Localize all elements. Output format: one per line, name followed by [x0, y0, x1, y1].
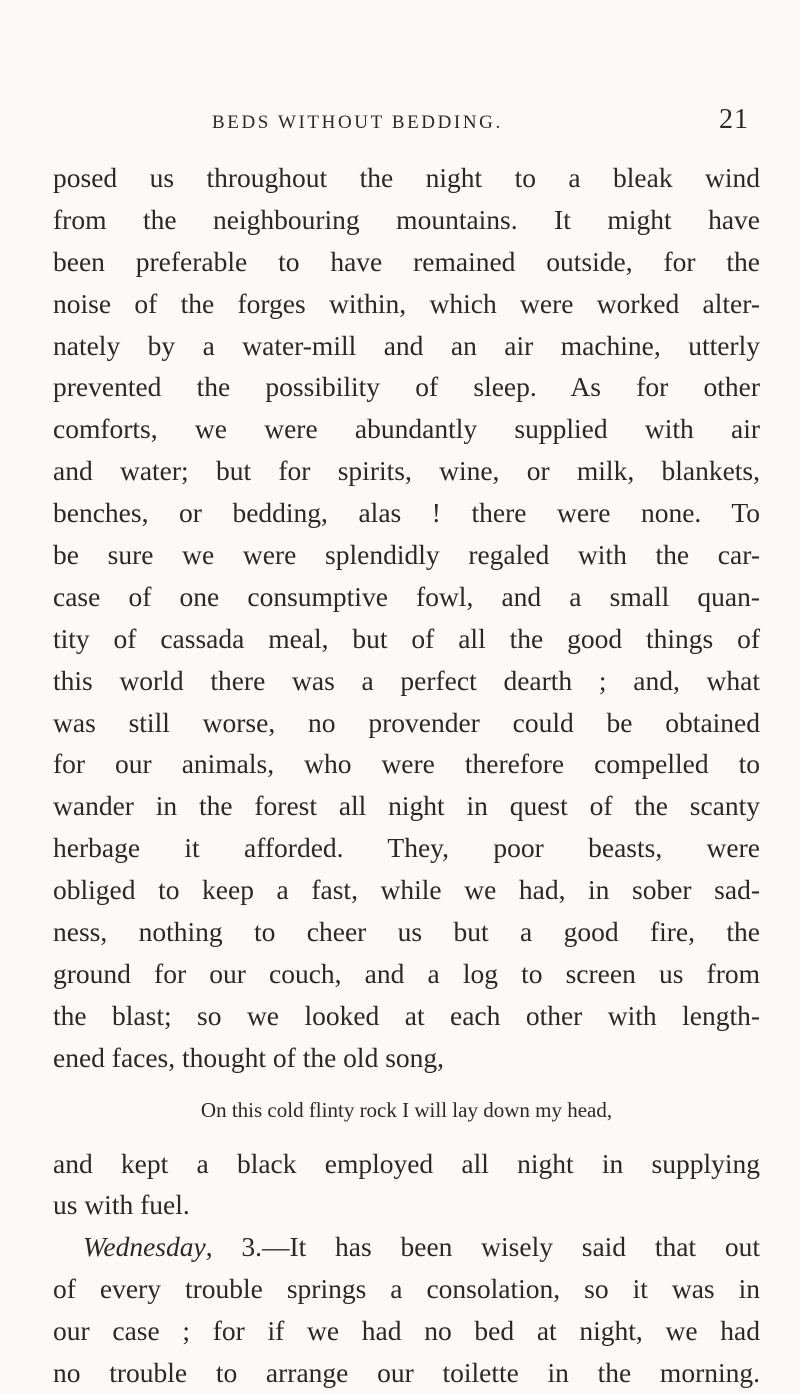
text-line: and water; but for spirits, wine, or milk, blankets, — [53, 455, 760, 487]
text-line: ground for our couch, and a log to screen us from — [53, 957, 760, 989]
text-line: was still worse, no provender could be obtained — [53, 706, 760, 738]
running-head — [0, 104, 800, 142]
page-number: 21 — [719, 104, 749, 135]
text-line: benches, or bedding, alas ! there were none. To — [53, 497, 760, 529]
entry-text: , 3.—It has been wisely said that out — [205, 1231, 760, 1263]
text-line: ness, nothing to cheer us but a good fire, the — [53, 916, 760, 948]
body-text — [53, 157, 760, 1394]
entry-day: Wednesday — [83, 1231, 206, 1263]
text-line: us with fuel. — [53, 1189, 190, 1221]
text-line: our case ; for if we had no bed at night, we had — [53, 1315, 760, 1347]
text-line: for our animals, who were therefore compelled to — [53, 748, 760, 780]
text-line: tity of cassada meal, but of all the good things of — [53, 622, 760, 654]
text-line: prevented the possibility of sleep. As for other — [53, 371, 760, 403]
text-line: noise of the forges within, which were worked alter- — [53, 287, 760, 319]
verse-quotation: On this cold flinty rock I will lay down my head, — [200, 1097, 613, 1122]
text-line: case of one consumptive fowl, and a small quan- — [53, 580, 760, 612]
text-line: herbage it afforded. They, poor beasts, were — [53, 832, 760, 864]
text-line: wander in the forest all night in quest of the scanty — [53, 790, 760, 822]
diary-entry-line — [53, 1226, 760, 1268]
running-title: BEDS WITHOUT BEDDING. — [212, 112, 503, 133]
text-line: ened faces, thought of the old song, — [53, 1041, 445, 1073]
text-line: obliged to keep a fast, while we had, in sober sad- — [53, 874, 760, 906]
text-line: of every trouble springs a consolation, so it was in — [53, 1273, 760, 1305]
text-line: posed us throughout the night to a bleak wind — [53, 162, 760, 193]
text-line: and kept a black employed all night in supplying — [53, 1147, 760, 1179]
text-line: from the neighbouring mountains. It might have — [53, 203, 760, 235]
text-line: this world there was a perfect dearth ; and, what — [53, 664, 760, 696]
text-line: comforts, we were abundantly supplied with air — [53, 413, 760, 445]
text-line: been preferable to have remained outside, for the — [53, 245, 760, 277]
text-line: be sure we were splendidly regaled with the car- — [53, 539, 760, 571]
text-line: nately by a water-mill and an air machine, utterly — [53, 329, 760, 361]
text-line: no trouble to arrange our toilette in the morning. — [53, 1357, 760, 1389]
text-line: the blast; so we looked at each other with length- — [53, 999, 760, 1031]
